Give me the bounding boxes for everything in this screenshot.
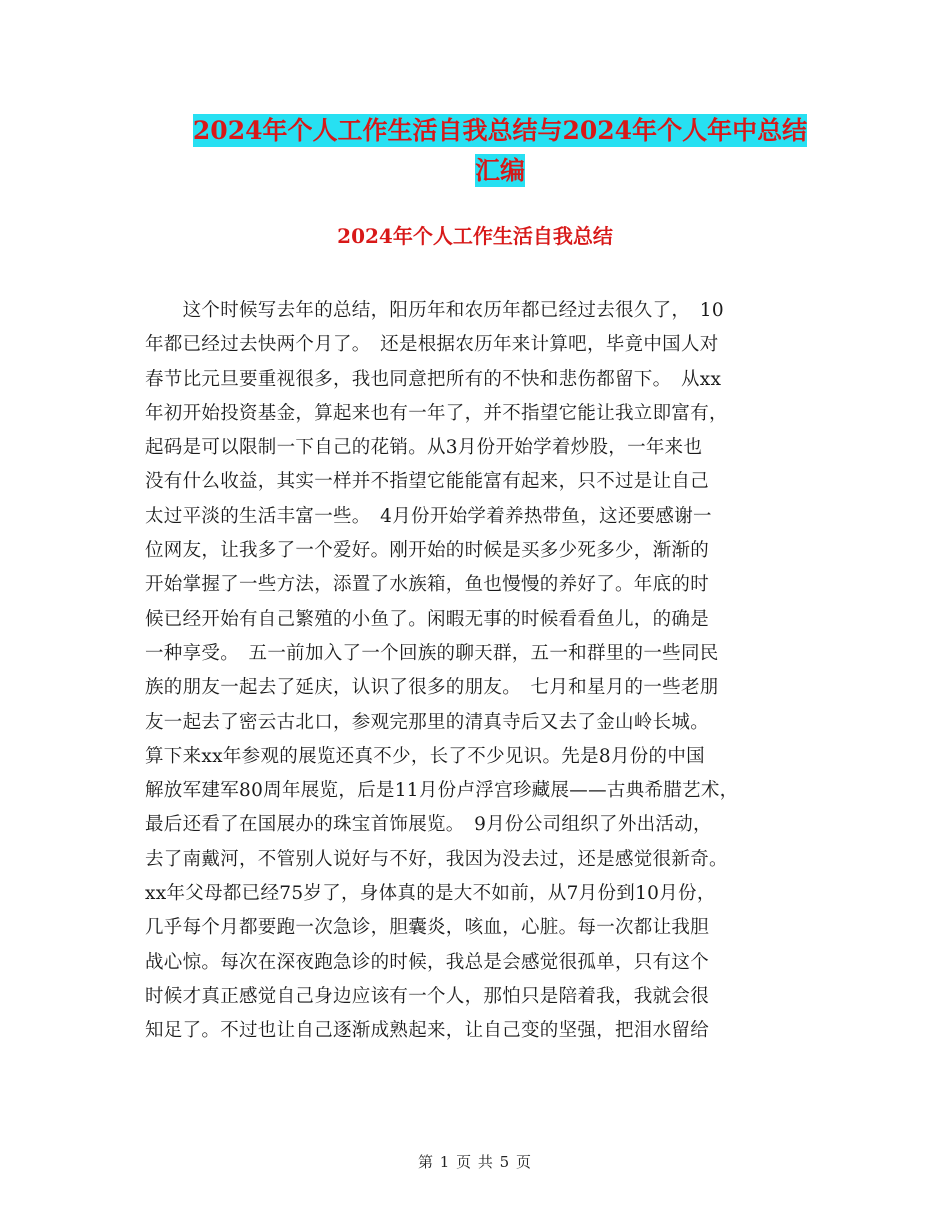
section-title: 2024年个人工作生活自我总结 bbox=[337, 224, 613, 248]
paragraph-line: 一种享受。 五一前加入了一个回族的聊天群，五一和群里的一些同民 bbox=[145, 642, 719, 664]
paragraph-line: 位网友，让我多了一个爱好。刚开始的时候是买多少死多少，渐渐的 bbox=[145, 540, 710, 562]
paragraph-line: 友一起去了密云古北口，参观完那里的清真寺后又去了金山岭长城。 bbox=[145, 711, 710, 733]
paragraph-line: 候已经开始有自己繁殖的小鱼了。闲暇无事的时候看看鱼儿，的确是 bbox=[145, 608, 710, 630]
paragraph-line: xx年父母都已经75岁了，身体真的是大不如前，从7月份到10月份， bbox=[145, 883, 716, 905]
document-title-line-2: 汇编 bbox=[474, 156, 525, 185]
paragraph-line: 时候才真正感觉自己身边应该有一个人，那怕只是陪着我，我就会很 bbox=[145, 985, 710, 1007]
paragraph-line: 解放军建军80周年展览，后是11月份卢浮宫珍藏展——古典希腊艺术， bbox=[145, 780, 739, 802]
paragraph-line: 几乎每个月都要跑一次急诊，胆囊炎，咳血，心脏。每一次都让我胆 bbox=[145, 917, 710, 939]
paragraph-line: 算下来xx年参观的展览还真不少，长了不少见识。先是8月份的中国 bbox=[145, 745, 705, 767]
paragraph-line: 太过平淡的生活丰富一些。 4月份开始学着养热带鱼，这还要感谢一 bbox=[145, 505, 712, 527]
document-title-line-1: 2024年个人工作生活自我总结与2024年个人年中总结 bbox=[192, 116, 808, 145]
paragraph-line: 年初开始投资基金，算起来也有一年了，并不指望它能让我立即富有， bbox=[145, 402, 728, 424]
paragraph-line: 开始掌握了一些方法，添置了水族箱，鱼也慢慢的养好了。年底的时 bbox=[145, 574, 710, 596]
paragraph-line: 去了南戴河，不管别人说好与不好，我因为没去过，还是感觉很新奇。 bbox=[145, 848, 728, 870]
paragraph-line: 没有什么收益，其实一样并不指望它能能富有起来，只不过是让自己 bbox=[145, 471, 710, 493]
paragraph-line: 族的朋友一起去了延庆，认识了很多的朋友。 七月和星月的一些老朋 bbox=[145, 677, 719, 699]
paragraph-line: 知足了。不过也让自己逐渐成熟起来，让自己变的坚强，把泪水留给 bbox=[145, 1020, 710, 1042]
paragraph-line: 最后还看了在国展办的珠宝首饰展览。 9月份公司组织了外出活动， bbox=[145, 814, 712, 836]
body-paragraph bbox=[145, 294, 805, 1049]
page-footer: 第 1 页 共 5 页 bbox=[418, 1153, 532, 1171]
document-title bbox=[120, 111, 880, 191]
paragraph-line: 起码是可以限制一下自己的花销。从3月份开始学着炒股，一年来也 bbox=[145, 437, 703, 459]
paragraph-line: 这个时候写去年的总结，阳历年和农历年都已经过去很久了， 10 bbox=[145, 300, 724, 321]
paragraph-line: 战心惊。每次在深夜跑急诊的时候，我总是会感觉很孤单，只有这个 bbox=[145, 951, 710, 973]
paragraph-line: 春节比元旦要重视很多，我也同意把所有的不快和悲伤都留下。 从xx bbox=[145, 368, 722, 390]
paragraph-line: 年都已经过去快两个月了。 还是根据农历年来计算吧，毕竟中国人对 bbox=[145, 334, 719, 356]
